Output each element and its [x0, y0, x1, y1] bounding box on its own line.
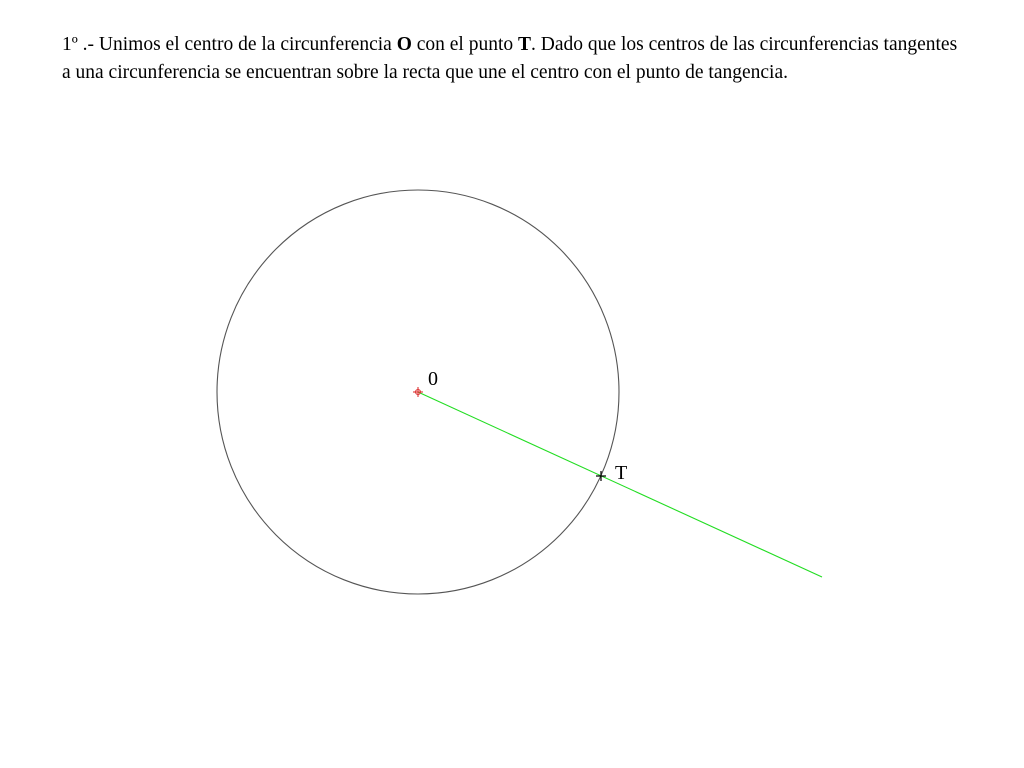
point-t-label: T: [518, 34, 532, 55]
tangent-point-marker: [596, 471, 606, 481]
tangent-label: T: [615, 462, 628, 484]
point-o-label: O: [396, 34, 412, 55]
center-tangent-line: [418, 392, 822, 577]
center-label: 0: [428, 368, 438, 390]
instruction-part-2: con el punto: [411, 34, 519, 55]
instruction-part-3: . Dado que los centros de las circunferencias tangentes a una circunferencia se encuentran sobre la recta que une el centro con el punto de tangencia.: [62, 34, 958, 83]
center-point-marker: [413, 387, 423, 397]
instruction-part-1: 1º .- Unimos el centro de la circunferencia: [62, 34, 397, 55]
